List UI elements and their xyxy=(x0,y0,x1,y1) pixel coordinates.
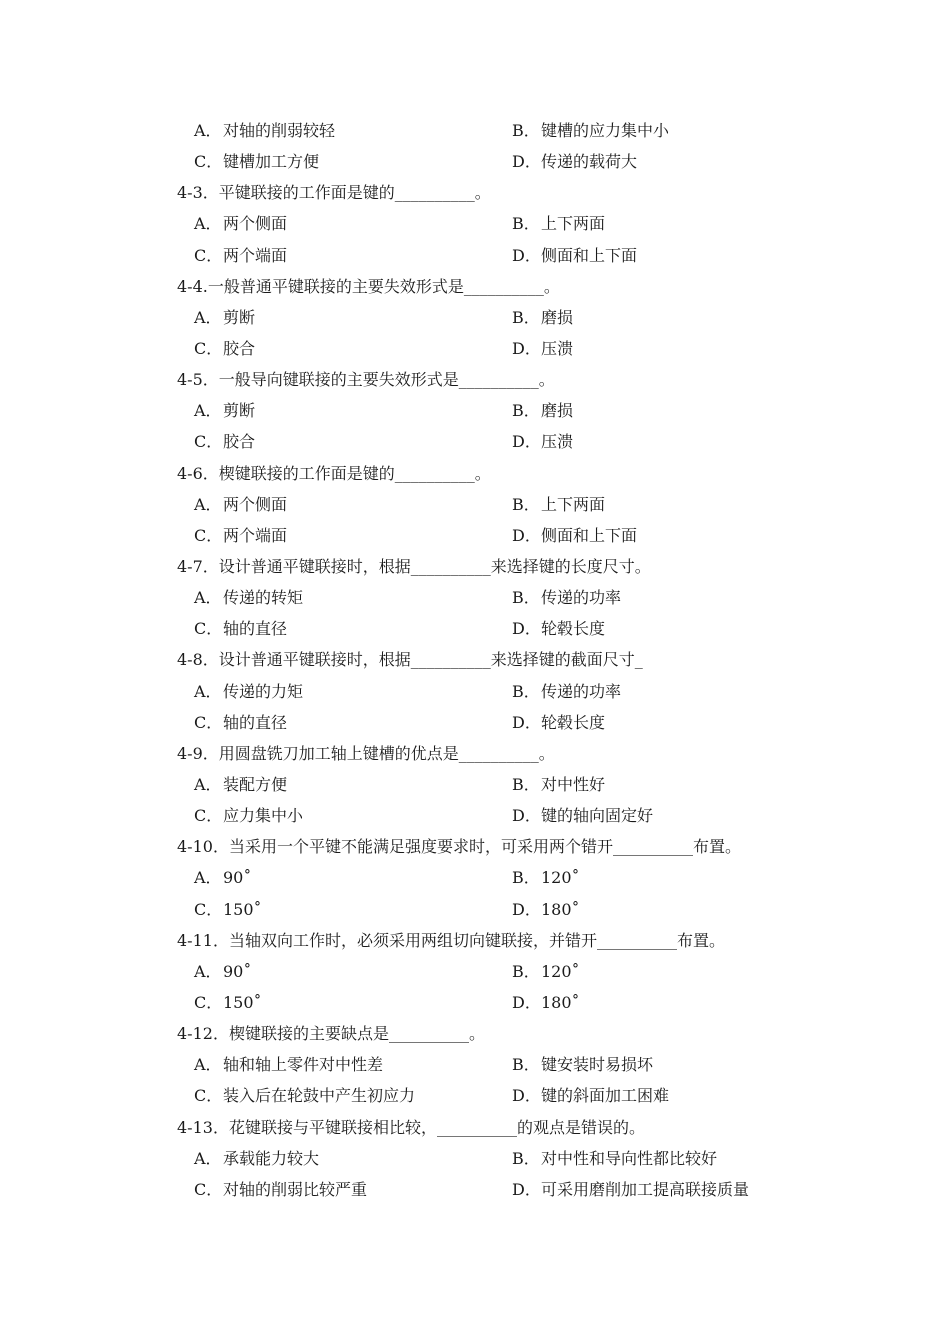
option-text: 键的斜面加工困难 xyxy=(541,1086,670,1106)
answer-option xyxy=(194,426,255,457)
option-row xyxy=(0,489,950,520)
option-text: 两个侧面 xyxy=(223,214,288,234)
question-stem: 4-11．当轴双向工作时，必须采用两组切向键联接，并错开__________布置。 xyxy=(177,930,725,950)
question-stem: 4-5．一般导向键联接的主要失效形式是__________。 xyxy=(177,370,555,390)
option-letter: C． xyxy=(194,1086,223,1106)
question-stem: 4-3．平键联接的工作面是键的__________。 xyxy=(177,183,491,203)
option-letter: D． xyxy=(512,432,541,452)
answer-option xyxy=(512,707,605,738)
option-letter: A． xyxy=(194,774,222,794)
option-letter: A． xyxy=(194,1148,222,1168)
option-text: 180˚ xyxy=(541,899,580,919)
option-letter: A． xyxy=(194,307,222,327)
answer-option xyxy=(512,302,573,333)
option-letter: A． xyxy=(194,681,222,701)
question-stem: 4-7．设计普通平键联接时，根据__________来选择键的长度尺寸。 xyxy=(177,556,651,576)
option-letter: C． xyxy=(194,712,223,732)
option-row xyxy=(0,333,950,364)
answer-option xyxy=(512,1080,669,1111)
answer-option xyxy=(194,1174,367,1205)
option-letter: D． xyxy=(512,152,541,172)
option-text: 键安装时易损坏 xyxy=(541,1055,654,1075)
option-letter: B． xyxy=(512,588,540,608)
option-letter: C． xyxy=(194,1179,223,1199)
answer-option xyxy=(194,769,287,800)
option-text: 装配方便 xyxy=(223,774,288,794)
option-text: 剪断 xyxy=(223,307,256,327)
option-letter: A． xyxy=(194,121,222,140)
option-letter: D． xyxy=(512,1179,541,1199)
option-letter: C． xyxy=(194,152,223,172)
option-letter: A． xyxy=(194,494,222,514)
answer-option xyxy=(512,1143,717,1174)
option-row xyxy=(0,707,950,738)
option-row xyxy=(0,1049,950,1080)
option-letter: D． xyxy=(512,992,541,1012)
option-letter: A． xyxy=(194,401,222,421)
option-row xyxy=(0,894,950,925)
option-text: 传递的力矩 xyxy=(223,681,304,701)
option-text: 装入后在轮鼓中产生初应力 xyxy=(223,1086,416,1106)
option-text: 传递的载荷大 xyxy=(541,152,638,172)
answer-option xyxy=(512,1174,749,1205)
answer-option xyxy=(194,800,303,831)
option-letter: C． xyxy=(194,338,223,358)
option-letter: B． xyxy=(512,961,540,981)
option-letter: D． xyxy=(512,245,541,265)
option-row xyxy=(0,146,950,177)
answer-option xyxy=(194,302,255,333)
option-letter: C． xyxy=(194,806,223,826)
option-letter: B． xyxy=(512,121,540,140)
option-letter: B． xyxy=(512,401,540,421)
option-text: 150˚ xyxy=(223,899,262,919)
answer-option xyxy=(194,1080,415,1111)
option-letter: D． xyxy=(512,806,541,826)
option-text: 对轴的削弱较轻 xyxy=(223,121,336,140)
option-text: 180˚ xyxy=(541,992,580,1012)
option-letter: C． xyxy=(194,619,223,639)
option-text: 轮毂长度 xyxy=(541,712,606,732)
question-stem: 4-6．楔键联接的工作面是键的__________。 xyxy=(177,463,491,483)
option-letter: B． xyxy=(512,1148,540,1168)
answer-option xyxy=(194,956,251,987)
question-stem: 4-4.一般普通平键联接的主要失效形式是__________。 xyxy=(177,276,560,296)
option-text: 两个侧面 xyxy=(223,494,288,514)
option-letter: C． xyxy=(194,899,223,919)
option-text: 对轴的削弱比较严重 xyxy=(223,1179,368,1199)
option-row xyxy=(0,676,950,707)
option-letter: D． xyxy=(512,525,541,545)
answer-option xyxy=(512,1049,653,1080)
answer-option xyxy=(194,520,287,551)
option-text: 150˚ xyxy=(223,992,262,1012)
answer-option xyxy=(512,956,580,987)
answer-option xyxy=(194,1049,383,1080)
option-letter: D． xyxy=(512,1086,541,1106)
answer-option xyxy=(512,520,637,551)
answer-option xyxy=(512,333,573,364)
option-text: 压溃 xyxy=(541,432,574,452)
option-letter: A． xyxy=(194,961,222,981)
option-row xyxy=(0,769,950,800)
option-text: 90˚ xyxy=(223,868,252,888)
option-letter: B． xyxy=(512,307,540,327)
option-letter: C． xyxy=(194,525,223,545)
option-letter: A． xyxy=(194,868,222,888)
answer-option xyxy=(512,208,605,239)
option-text: 对中性好 xyxy=(541,774,606,794)
option-letter: A． xyxy=(194,588,222,608)
option-row xyxy=(0,1174,950,1205)
option-text: 两个端面 xyxy=(223,525,288,545)
option-text: 轴的直径 xyxy=(223,712,288,732)
option-letter: B． xyxy=(512,868,540,888)
option-text: 键槽加工方便 xyxy=(223,152,320,172)
question-stem: 4-8．设计普通平键联接时，根据__________来选择键的截面尺寸_ xyxy=(177,650,643,670)
option-row xyxy=(0,426,950,457)
answer-option xyxy=(194,489,287,520)
option-text: 可采用磨削加工提高联接质量 xyxy=(541,1179,750,1199)
option-letter: B． xyxy=(512,494,540,514)
option-row xyxy=(0,208,950,239)
answer-option xyxy=(194,613,287,644)
answer-option xyxy=(194,146,319,177)
option-letter: B． xyxy=(512,774,540,794)
option-row xyxy=(0,115,950,146)
answer-option xyxy=(512,769,605,800)
option-row xyxy=(0,302,950,333)
option-letter: B． xyxy=(512,681,540,701)
answer-option xyxy=(512,987,580,1018)
answer-option xyxy=(194,240,287,271)
answer-option xyxy=(512,862,580,893)
option-text: 键的轴向固定好 xyxy=(541,806,654,826)
option-letter: B． xyxy=(512,214,540,234)
option-letter: A． xyxy=(194,1055,222,1075)
option-letter: D． xyxy=(512,899,541,919)
option-letter: D． xyxy=(512,712,541,732)
option-row xyxy=(0,395,950,426)
option-letter: D． xyxy=(512,619,541,639)
option-row xyxy=(0,956,950,987)
question-stem: 4-13．花键联接与平键联接相比较，__________的观点是错误的。 xyxy=(177,1117,645,1137)
option-letter: C． xyxy=(194,992,223,1012)
option-row xyxy=(0,1143,950,1174)
answer-option xyxy=(512,146,637,177)
question-stem: 4-12．楔键联接的主要缺点是__________。 xyxy=(177,1024,485,1044)
option-text: 对中性和导向性都比较好 xyxy=(541,1148,718,1168)
option-text: 胶合 xyxy=(223,432,256,452)
answer-option xyxy=(512,115,669,146)
answer-option xyxy=(194,395,255,426)
question-stem: 4-9．用圆盘铣刀加工轴上键槽的优点是__________。 xyxy=(177,743,555,763)
option-text: 磨损 xyxy=(541,401,574,421)
option-text: 承载能力较大 xyxy=(223,1148,320,1168)
option-letter: C． xyxy=(194,432,223,452)
option-text: 传递的转矩 xyxy=(223,588,304,608)
option-text: 轴的直径 xyxy=(223,619,288,639)
option-row xyxy=(0,240,950,271)
answer-option xyxy=(512,800,653,831)
answer-option xyxy=(194,333,255,364)
option-text: 90˚ xyxy=(223,961,252,981)
option-row xyxy=(0,800,950,831)
answer-option xyxy=(512,489,605,520)
answer-option xyxy=(512,240,637,271)
answer-option xyxy=(194,1143,319,1174)
answer-option xyxy=(194,987,262,1018)
option-text: 应力集中小 xyxy=(223,806,304,826)
answer-option xyxy=(194,115,335,146)
answer-option xyxy=(512,613,605,644)
option-text: 压溃 xyxy=(541,338,574,358)
option-text: 传递的功率 xyxy=(541,681,622,701)
option-text: 磨损 xyxy=(541,307,574,327)
option-row xyxy=(0,520,950,551)
option-letter: D． xyxy=(512,338,541,358)
option-text: 侧面和上下面 xyxy=(541,525,638,545)
option-letter: A． xyxy=(194,214,222,234)
option-text: 上下两面 xyxy=(541,494,606,514)
option-row xyxy=(0,862,950,893)
answer-option xyxy=(512,395,573,426)
answer-option xyxy=(194,894,262,925)
option-text: 传递的功率 xyxy=(541,588,622,608)
answer-option xyxy=(512,426,573,457)
option-text: 侧面和上下面 xyxy=(541,245,638,265)
answer-option xyxy=(194,676,303,707)
option-text: 剪断 xyxy=(223,401,256,421)
answer-option xyxy=(512,894,580,925)
option-row xyxy=(0,613,950,644)
answer-option xyxy=(194,208,287,239)
option-text: 键槽的应力集中小 xyxy=(541,121,670,140)
option-row xyxy=(0,582,950,613)
document-page xyxy=(0,115,950,1205)
option-letter: C． xyxy=(194,245,223,265)
question-stem: 4-10．当采用一个平键不能满足强度要求时，可采用两个错开__________布置。 xyxy=(177,837,741,857)
answer-option xyxy=(194,582,303,613)
answer-option xyxy=(512,582,621,613)
option-text: 轮毂长度 xyxy=(541,619,606,639)
option-text: 胶合 xyxy=(223,338,256,358)
option-text: 120˚ xyxy=(541,961,580,981)
option-letter: B． xyxy=(512,1055,540,1075)
answer-option xyxy=(512,676,621,707)
option-text: 120˚ xyxy=(541,868,580,888)
option-text: 两个端面 xyxy=(223,245,288,265)
option-text: 轴和轴上零件对中性差 xyxy=(223,1055,384,1075)
option-text: 上下两面 xyxy=(541,214,606,234)
option-row xyxy=(0,987,950,1018)
answer-option xyxy=(194,707,287,738)
answer-option xyxy=(194,862,251,893)
option-row xyxy=(0,1080,950,1111)
